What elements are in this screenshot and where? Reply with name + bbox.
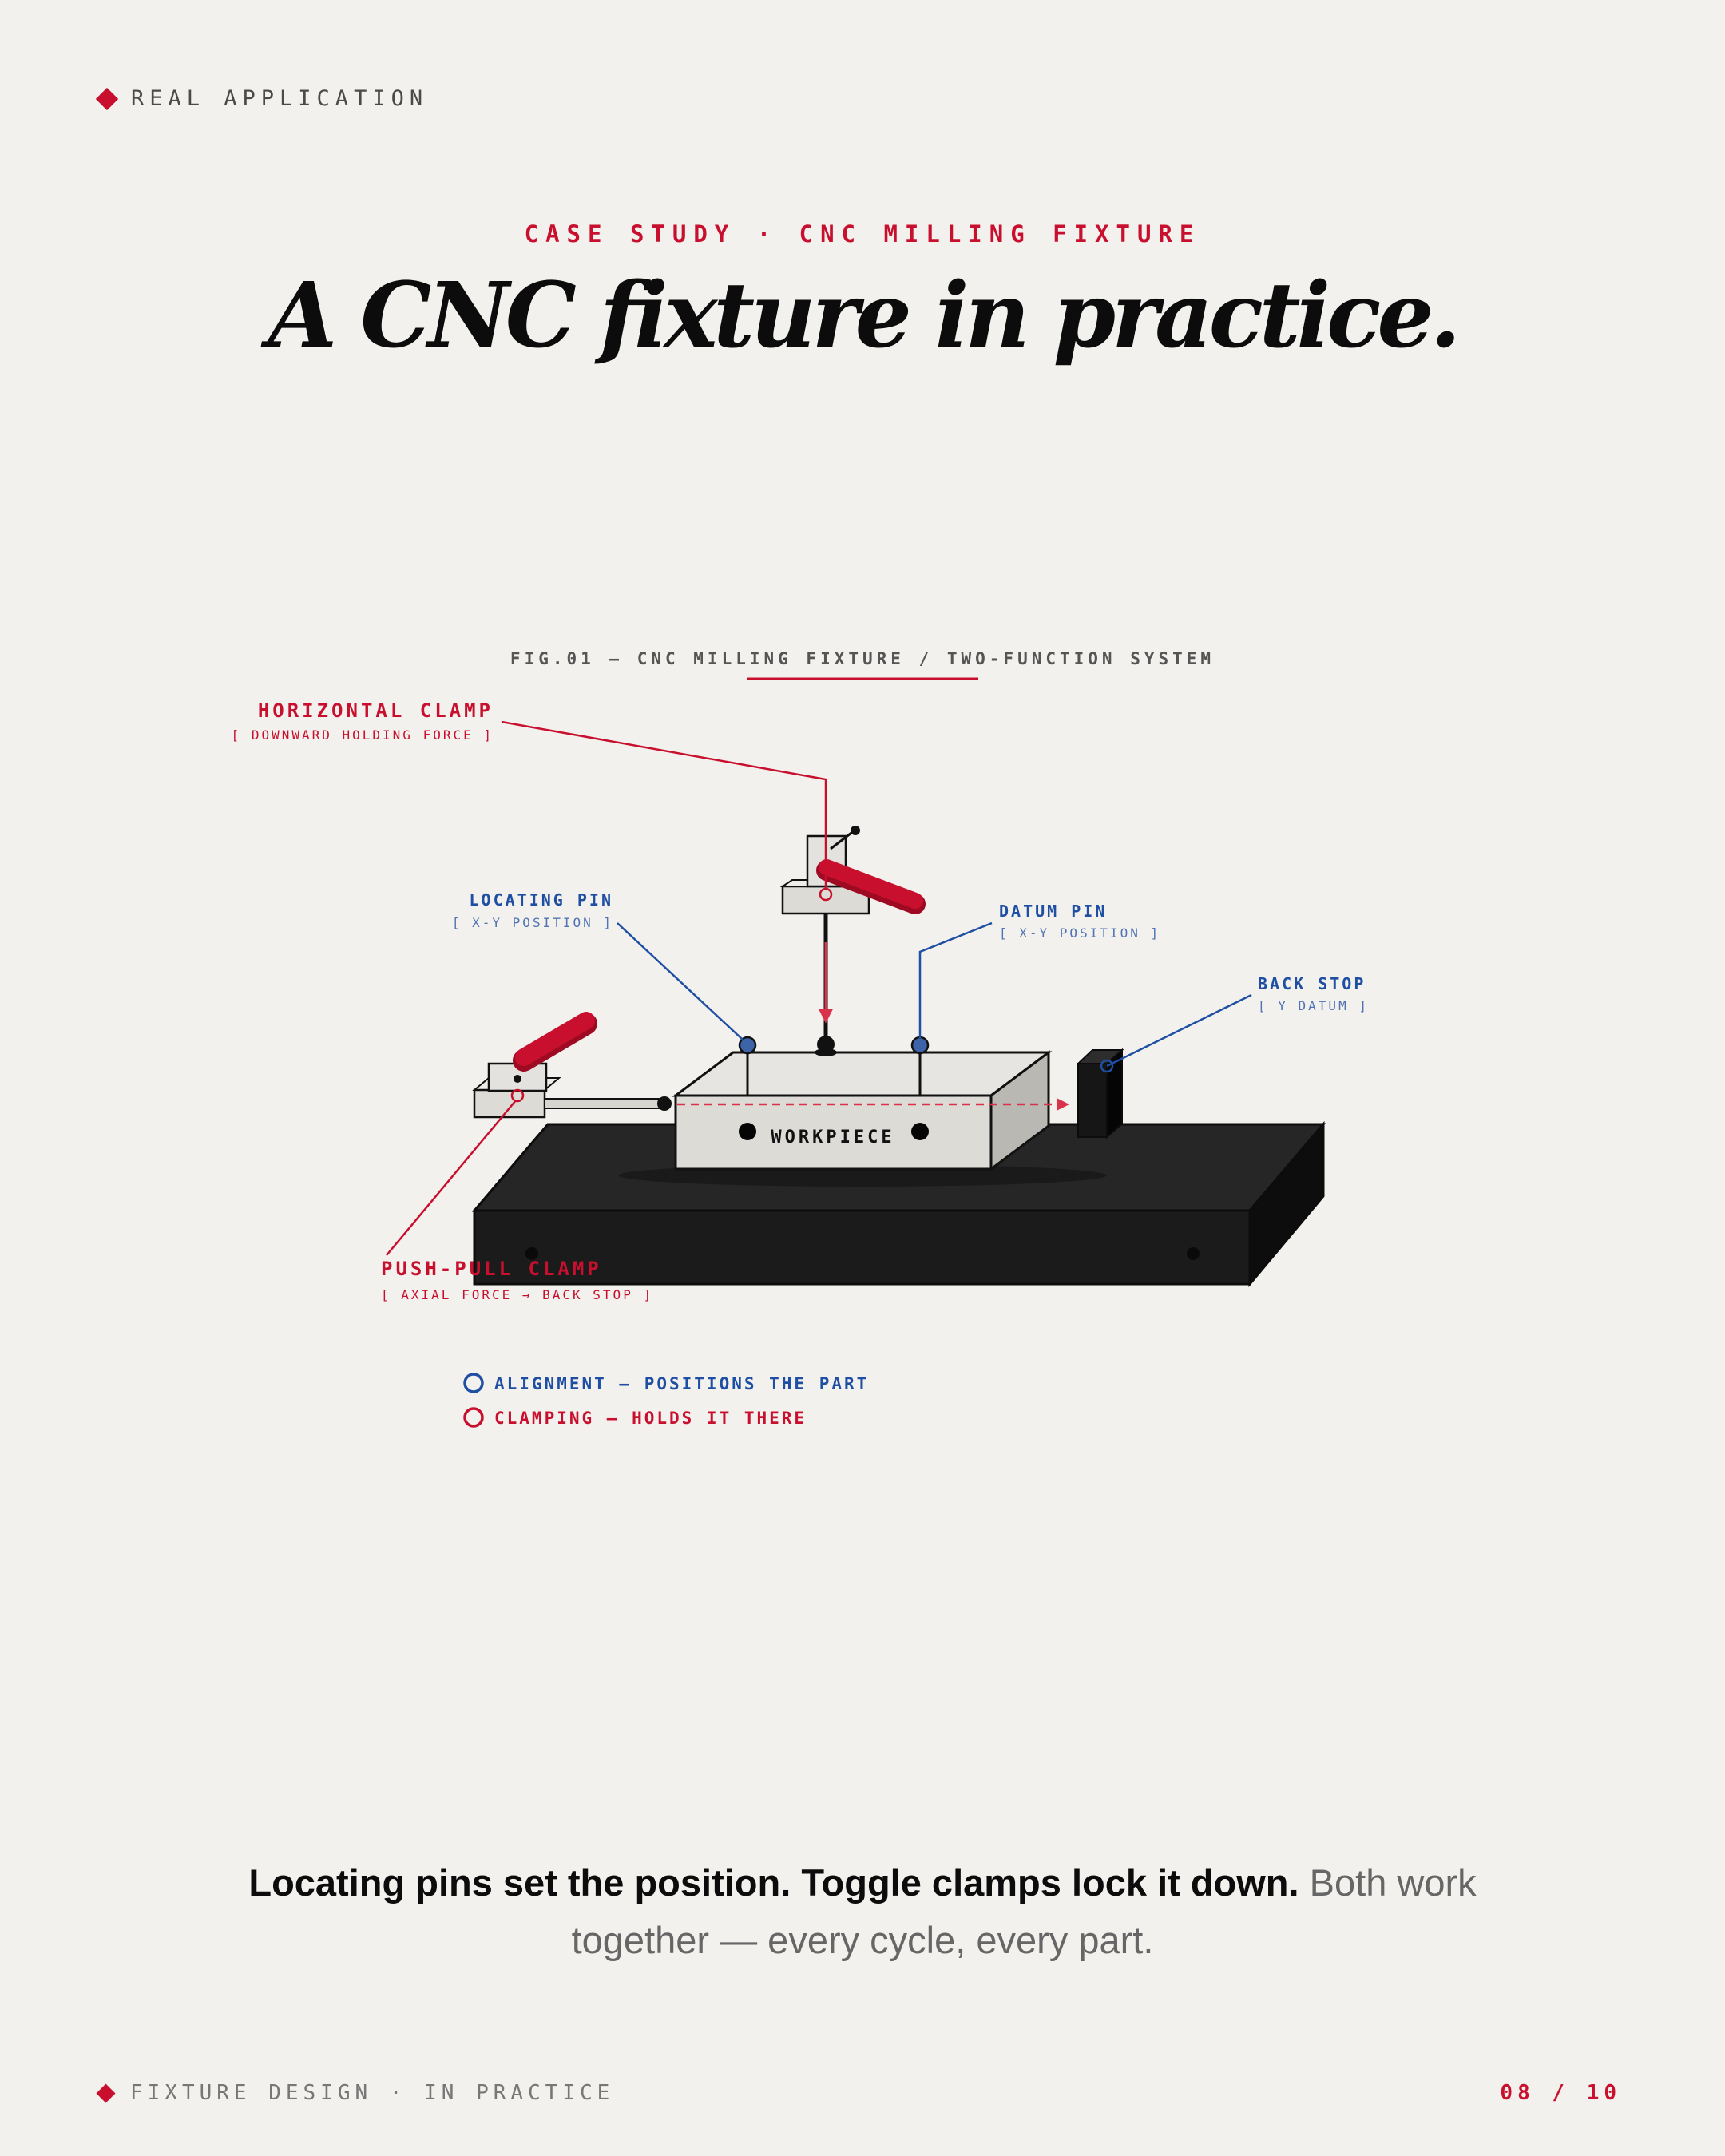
section-label: REAL APPLICATION — [131, 86, 429, 111]
callout-horizontal-clamp — [232, 700, 494, 743]
callout-sub: [ X-Y POSITION ] — [999, 925, 1161, 941]
push-pull-clamp — [474, 1021, 672, 1117]
callout-sub: [ DOWNWARD HOLDING FORCE ] — [231, 727, 494, 743]
legend-item-clamping — [465, 1409, 807, 1428]
workpiece — [676, 1052, 1049, 1169]
footer-label — [99, 2081, 614, 2105]
page-title: A CNC fixture in practice. — [268, 264, 1457, 368]
leader-datum-pin — [920, 923, 992, 1038]
back-stop — [1078, 1050, 1122, 1137]
callout-title: HORIZONTAL CLAMP — [257, 700, 494, 722]
circle-icon — [465, 1409, 482, 1426]
summary-text — [184, 1854, 1541, 1969]
callout-sub: [ AXIAL FORCE → BACK STOP ] — [381, 1287, 654, 1302]
legend-label: CLAMPING — HOLDS IT THERE — [494, 1409, 807, 1428]
horizontal-clamp — [783, 826, 915, 1056]
footer-text: FIXTURE DESIGN · IN PRACTICE — [130, 2081, 615, 2105]
circle-icon — [465, 1374, 482, 1392]
legend-item-alignment — [465, 1374, 869, 1393]
callout-title: DATUM PIN — [999, 902, 1108, 921]
callout-title: BACK STOP — [1258, 974, 1366, 993]
callout-locating-pin — [452, 890, 613, 930]
summary-rest: Both work together — every cycle, every part. — [571, 1861, 1477, 1961]
callout-sub: [ Y DATUM ] — [1258, 998, 1369, 1013]
eyebrow: CASE STUDY · CNC MILLING FIXTURE — [524, 220, 1201, 248]
legend — [465, 1374, 869, 1428]
callout-datum-pin — [999, 902, 1160, 941]
callout-sub: [ X-Y POSITION ] — [451, 915, 613, 930]
leader-back-stop — [1107, 995, 1251, 1066]
page-number: 08 / 10 — [1500, 2081, 1621, 2105]
diamond-icon — [96, 2083, 115, 2102]
leader-horizontal-clamp — [502, 722, 826, 888]
figure-caption: FIG.01 — CNC MILLING FIXTURE / TWO-FUNCTION SYSTEM — [510, 649, 1215, 668]
leader-locating-pin — [617, 923, 743, 1040]
callout-back-stop — [1258, 974, 1369, 1013]
summary-strong: Locating pins set the position. Toggle clamps lock it down. — [248, 1861, 1299, 1904]
callout-title: LOCATING PIN — [469, 890, 613, 910]
workpiece-label: WORKPIECE — [771, 1128, 895, 1147]
callout-title: PUSH-PULL CLAMP — [381, 1258, 602, 1280]
legend-label: ALIGNMENT — POSITIONS THE PART — [494, 1374, 870, 1393]
